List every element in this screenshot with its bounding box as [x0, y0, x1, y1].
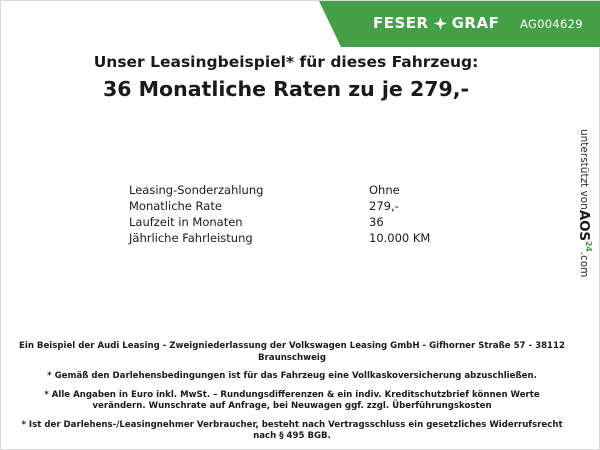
table-row	[129, 199, 430, 215]
supported-by-label: unterstützt von	[578, 129, 590, 210]
table-row	[129, 183, 430, 199]
four-pointed-star-icon	[434, 17, 447, 30]
footnote-line-4: * Ist der Darlehens-/Leasingnehmer Verbraucher, besteht nach Vertragsschluss ein gesetzliches Widerrufsrecht nach § 495 BGB.	[21, 419, 563, 441]
brand-name-first: FESER	[373, 14, 429, 32]
page-subtitle: 36 Monatliche Raten zu je 279,-	[102, 77, 470, 101]
page-header	[1, 1, 600, 47]
footnote-line-3: * Alle Angaben in Euro inkl. MwSt. – Rundungsdifferenzen & ein indiv. Kreditschutzbrief können Werte verändern. Wunschrate auf Anfrage, bei Neuwagen ggf. zzgl. Überführungskosten	[44, 389, 540, 411]
detail-value: 10.000 KM	[369, 231, 431, 245]
detail-label: Jährliche Fahrleistung	[129, 231, 253, 245]
table-row	[129, 215, 430, 231]
brand-logo	[373, 14, 499, 32]
supported-by-strip	[573, 129, 595, 339]
leasing-details-table	[129, 183, 430, 247]
footnotes	[19, 341, 565, 443]
detail-label: Leasing-Sonderzahlung	[129, 183, 264, 197]
table-row	[129, 231, 430, 247]
aos24-logo-sup: 24	[584, 240, 593, 252]
aos24-logo-text: AOS	[576, 209, 592, 241]
supported-by-strip-content	[573, 129, 595, 339]
detail-value: 279,-	[369, 199, 399, 213]
footnote-line-2: * Gemäß den Darlehensbedingungen ist für das Fahrzeug eine Vollkaskoversicherung abzuschließen.	[47, 371, 537, 381]
detail-value: 36	[369, 215, 384, 229]
detail-label: Monatliche Rate	[129, 199, 222, 213]
aos24-logo	[576, 210, 592, 252]
detail-value: Ohne	[369, 183, 400, 197]
leasing-details	[129, 183, 430, 247]
brand-name-second: GRAF	[451, 14, 500, 32]
footnote-line-1: Ein Beispiel der Audi Leasing - Zweigniederlassung der Volkswagen Leasing GmbH - Gifhorner Straße 57 - 38112 Braunschweig	[19, 341, 565, 363]
detail-label: Laufzeit in Monaten	[129, 215, 243, 229]
offer-id: AG004629	[520, 17, 583, 31]
page-title: Unser Leasingbeispiel* für dieses Fahrzeug:	[93, 53, 479, 71]
aos24-domain-suffix: .com	[578, 251, 590, 278]
